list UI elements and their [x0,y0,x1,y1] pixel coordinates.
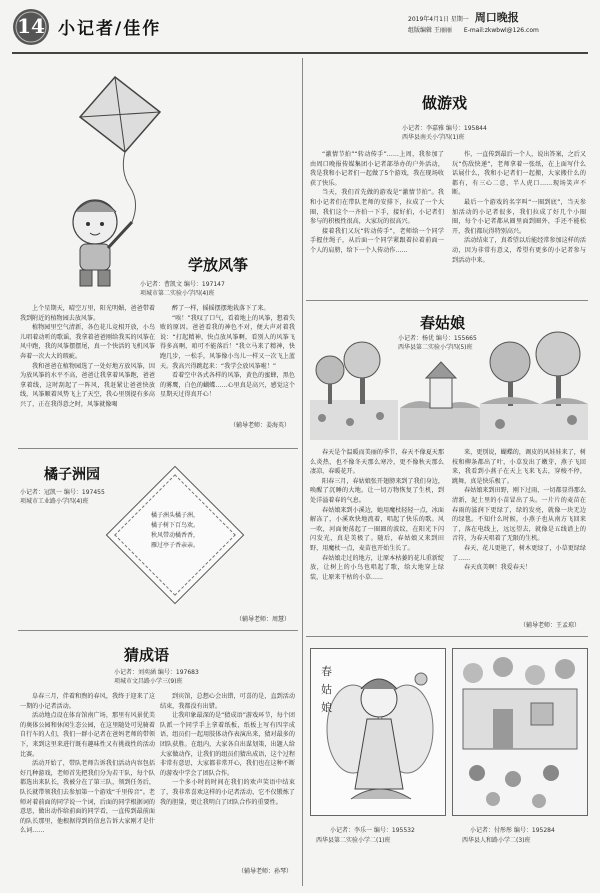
spring-byline: 小记者：杨优 编号：155665 [398,335,477,342]
spring-paragraph: 春姑娘来到小溪边，她用魔杖轻轻一点，冰面解冻了，小溪欢快地流着，唱起了快乐的歌。风一吹，河面便荡起了一圈圈的波纹，在阳光下闪闪发光，真是美极了。随后，春姑娘又来到田野，用魔杖一点，麦苗也开始生长了。 [310,506,444,552]
divider [306,636,588,637]
spring-scene-right [480,330,588,440]
game-paragraph: 最后一个游戏的名字叫“一圈到底”，当天参加活动的小记者很多，我们拉成了好几个小圈圈，每个小记者都从圈里面到圈外，手还不能松开，我们都玩得特别高兴。 [452,198,586,235]
idiom-paragraph: 到宾馆，总想心会出错，可喜的是，直到活动结束，我都没有出错。 [160,693,295,710]
garden-drawing [452,648,588,816]
poem-line: 橘子树下百鸟欢。 [150,522,199,529]
game-body-col1 [310,150,444,296]
spring-scene-center [400,356,480,440]
kite-paragraph: 我和爸爸在植物园选了一处好地方放风筝，因为放风筝的水平不高，爸爸让我拿着风筝跑，爸爸拿着线，这时刮起了一阵风，我赶紧让爸爸快放线，风筝顺着风势飞上了天空，我心里别提有多高兴了，正在我得意之时，风筝就像喝 [20,362,155,408]
idiom-teacher: （辅导老师：孙琴） [238,868,293,875]
kite-byline: 小记者：曹凯文 编号：197147 [140,281,225,288]
email: E-mail:zkwbwl@126.com [463,27,539,34]
kite-body-col1 [20,304,155,444]
spring-paragraph: 阳春三月，春姑娘张开翅膀来到了我们身边，唤醒了沉睡的大地。让一切万物恢复了生机，到处洋溢着春的气息。 [310,477,444,504]
drawing-left-byline: 小记者：李乐一 编号：195532 [330,827,415,834]
spring-school: 西华县第二实验小学四(5)班 [398,344,473,351]
drawing-right-byline: 小记者：付彤彤 编号：195284 [470,827,555,834]
masthead: 周口晚报 [474,11,519,24]
kite-teacher: （辅导老师：姜海英） [230,422,291,429]
divider [18,448,298,449]
spring-scene-left [310,330,398,440]
idiom-paragraph: 活动开始了，带队老师告诉我们活动内容包括好几种游戏，老师首先把我们分为若干队，每个队都选出来队长，我被分在了第三队，领到任务后，队长就带领我们去参加第一个游戏“千里传音”。老师对着前面的同学说一个词，后面的同学根据词的意思，做出动作给前面的同学看，一直传到最前面的队长那里，他根据得到的信息告诉大家刚才是什么词…… [20,760,155,835]
idiom-title: 猜成语 [124,646,170,664]
kite-paragraph: “唉！”我叹了口气，看着地上的风筝，想着失败的原因。爸爸看我的神色不对，便大声对着我说：“打起精神，快点放风筝啊，看别人的风筝飞得多高啊，咱可不能落后！”我立马来了精神，快跑几步，一松手，风筝像小鸟儿一样又一次飞上蓝天。我高兴得跳起来：“我学会放风筝啦！” [160,314,295,370]
divider [18,630,298,631]
kite-title: 学放风筝 [188,256,249,274]
section-title: 小记者/佳作 [58,19,162,39]
kite-paragraph: 看着空中各式各样的风筝，黄色的蜜蜂，黑色的雾鹰，白色的蝴蝶……心里真是高兴，感觉这个星期天过得真开心！ [160,372,295,399]
spring-paragraph: 春天，花儿更艳了，树木更绿了，小草更绿绿了…… [452,544,586,562]
editor: 组版编辑 王丽丽 [408,27,452,34]
spring-paragraph: 春姑娘走过的地方，让原本枯萎的花儿重新绽放，让树上的小鸟也唱起了歌，给大地穿上绿装，让原来干枯的小草…… [310,554,444,581]
game-paragraph: “激情节拍”“转动传手”……上周，我参加了由周口晚报传媒集团小记者部举办的户外活动，我是我和小记者们一起做了5个游戏，我在现场收获了快乐。 [310,151,444,187]
column-divider [302,58,303,886]
game-paragraph: 接着我们又玩“转动传手”，老师给一个同学手握住绳子，从后面一个同学紧跟着拉着前面一个人的肩膀，给下一个人传动作…… [310,227,444,254]
header-rule [12,52,588,54]
game-paragraph: 活动结束了，真希望以后能经常参加这样的活动，因为非常有意义，希望有更多的小记者参与到活动中来。 [452,237,586,264]
page-number: 14 [17,14,45,38]
spring-paragraph: 来，更别说，蝴蝶的，调皮的风娃娃来了，树枝和柳条都出了叶，小草发出了嫩芽，燕子飞回来，我看到小燕子在天上飞来飞去，穿梭不停，跳舞，真是快乐极了。 [452,449,586,485]
kite-boy-illustration [50,72,180,292]
header-info [408,12,588,36]
idiom-paragraph: 让我印象最深的是“猜成语”游戏环节，每个团队派一个同学手上拿着纸板，纸板上写有四字成语，组员们一起用肢体动作表演出来，猜对最多的团队获胜。在组内，大家各自出谋划策，出题人给大家做动作，让我们的组员们猜出成语，这个过程非常有意思，大家都非常开心，我们也在这种不断的游戏中学会了团队合作。 [160,712,295,777]
idiom-byline: 小记者：刘奕涵 编号：197683 [114,669,199,676]
game-title: 做游戏 [422,94,468,112]
drawing-left-school: 西华县第二实验小学二(1)班 [316,837,391,844]
spring-paragraph: 春姑娘来到田野，刚下过雨，一切都显得那么清新，泥土里的小苗冒出了头。一片片的麦苗在春雨的滋润下更绿了，绿的发亮，就像一块无边的绿毯。不知什么时候，小燕子也从南方飞回来了，落在电线上，远远望去，就像是五线谱上的音符，为春天唱着了无限的生机。 [452,487,586,543]
orange-byline: 小记者：冠凯一 编号：197455 [20,489,105,496]
game-paragraph: 作，一直传到最后一个人，说出答案，之后又玩“伤敌快递”，老师拿着一张纸，在上面写什么话展什么，我和小记者们一起搬，大家搬什么的都有，有三心二意，半人虎口……现场笑声不断。 [452,151,586,197]
idiom-body-col1 [20,692,155,872]
spring-paragraph: 春天是个温暖而美丽的季节，春天不像夏天那么炎热，也不像冬天那么寒冷，更不像秋天那么凄凉，春暖花开。 [310,449,444,476]
kite-school: 项城市第二实验小学四(4)班 [140,290,215,297]
orange-poem [135,511,215,551]
kite-paragraph: 植物园里空气清新，各色花儿竞相开放，小鸟儿唱着动听的歌谣，我拿着爸爸刚给我买的风筝在风中跑，我的风筝摆摆尾，真一个快活的飞机风筝奔着一次大大的瑕疵。 [20,324,155,360]
idiom-paragraph: 活动地点设在体育馆南广场，那里有风景优美的奥体公园和休闲生态公园，在这里随处可见骑着自行车的人们，我们一群小记者在爸妈老师的带领下，来到这里来进行既有趣味性又有挑战性的活动比赛。 [20,712,155,758]
game-byline: 小记者：李嘉雅 编号：195844 [402,125,487,132]
spring-body-col2 [452,448,586,616]
drawing-right-school: 西华县人和路小学二(3)班 [462,837,531,844]
kite-body-col2 [160,304,295,414]
drawing-caption: 春姑娘 [321,665,332,714]
poem-line: 秋风带动橘香香， [150,532,199,539]
fairy-drawing [310,648,446,816]
orange-title: 橘子洲园 [44,467,100,483]
poem-line: 雁过亭子香亲亲。 [150,542,199,549]
kite-paragraph: 上个星期天，晴空万里，阳光明媚，爸爸带着我到附近的植物园去放风筝。 [20,305,155,322]
idiom-paragraph: 一个多小时的时间在我们的欢声笑语中结束了，我非常喜欢这样的小记者活动，它不仅锻炼了我的胆量，更让我明白了团队合作的重要性。 [160,779,295,806]
idiom-paragraph: 阜春三月，伴着和煦的春风，我终于迎来了这一期的小记者活动。 [20,693,155,710]
orange-teacher: （辅导老师：周慧） [236,616,291,623]
spring-title: 春姑娘 [420,314,466,332]
issue-date: 2019年4月1日 星期一 [408,16,469,23]
spring-paragraph: 春天真美啊！我爱春天！ [464,564,532,572]
spring-teacher: （辅导老师：王孟琼） [520,622,581,629]
game-body-col2 [452,150,586,296]
kite-paragraph: 醉了一样，摇摇摆摆地栽落下了来。 [172,305,270,312]
game-paragraph: 当天，我们首先做的游戏是“激情节拍”。我和小记者们在带队老师的安排下，拉成了一个大圈，我们这个一齐拍一下手，接好拍，小记者们参与的积极性很高，大家玩的很高兴。 [310,189,444,226]
orange-school: 项城市工业路小学四(4)班 [20,498,89,505]
divider [306,300,588,301]
idiom-body-col2 [160,692,295,862]
game-school: 西华县南关小学四(1)班 [402,134,465,141]
spring-body-col1 [310,448,444,634]
idiom-school: 项城市文昌路小学三(9)班 [114,678,183,685]
poem-line: 橘子洲头橘子洲， [150,512,199,519]
page-number-badge [12,8,50,46]
